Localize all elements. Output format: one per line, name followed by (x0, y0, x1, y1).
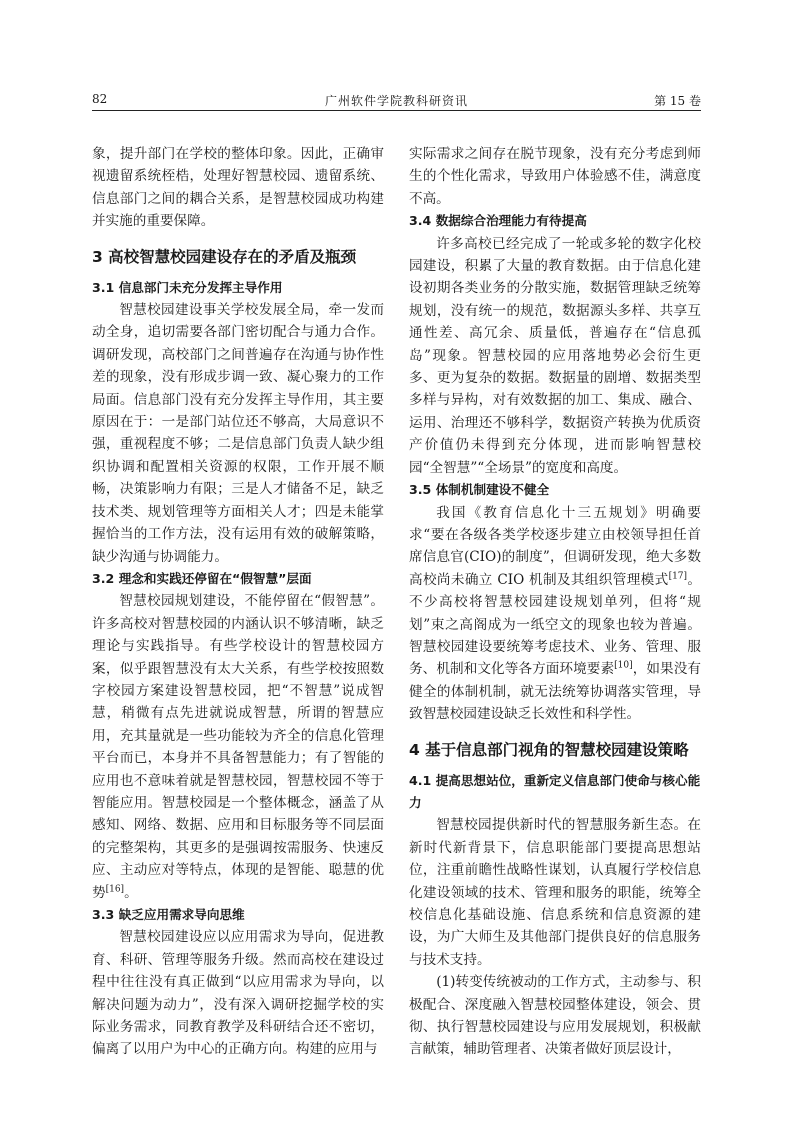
section-heading-3: 3 高校智慧校园建设存在的矛盾及瓶颈 (92, 247, 357, 266)
paragraph-4-1-item-1: (1)转变传统被动的工作方式，主动参与、积极配合、深度融入智慧校园整体建设，领会、贯彻、执行智慧校园建设与应用发展规划，积极献言献策，辅助管理者、决策者做好顶层设计， (409, 974, 701, 1058)
subsection-heading-3-3: 3.3 缺乏应用需求导向思维 (92, 907, 245, 922)
left-column (92, 143, 384, 1061)
paragraph-3-5 (409, 502, 701, 726)
subsection-heading-3-2: 3.2 理念和实践还停留在“假智慧”层面 (92, 570, 312, 586)
paragraph-continued: 象，提升部门在学校的整体印象。因此，正确审视遗留系统桎梏，处理好智慧校园、遗留系统、信息部门之间的耦合关系，是智慧校园成功构建并实施的重要保障。 (92, 146, 384, 230)
paragraph-3-3: 智慧校园建设应以应用需求为导向，促进教育、科研、管理等服务升级。然而高校在建设过程中往往没有真正做到“以应用需求为导向，以解决问题为动力”，没有深入调研挖掘学校的实际业务需求，同教育教学及科研结合还不密切，偏离了以用户为中心的正确方向。构建的应用与 (92, 929, 384, 1058)
volume-label: 第 15 卷 (654, 94, 701, 108)
subsection-heading-3-5: 3.5 体制机制建设不健全 (409, 482, 550, 498)
right-column (409, 143, 701, 1061)
paragraph-3-2 (92, 590, 384, 904)
citation-17: [17] (668, 571, 688, 582)
citation-10: [10] (614, 660, 633, 671)
paragraph-3-2-end: 。 (124, 884, 138, 901)
citation-16: [16] (105, 884, 125, 895)
journal-title: 广州软件学院教科研资讯 (324, 94, 468, 108)
paragraph-3-5-part-b: 。不少高校将智慧校园建设规划单列，但将“规划”束之高阁成为一纸空文的现象也较为普遍。智慧校园建设要统筹考虑技术、业务、管理、服务、机制和文化等各方面环境要素 (409, 571, 702, 678)
subsection-heading-3-4: 3.4 数据综合治理能力有待提高 (409, 213, 587, 229)
paragraph-3-5-part-a: 我国《教育信息化十三五规划》明确要求“要在各级各类学校逐步建立由校领导担任首席信息官(CIO)的制度”，但调研发现，绝大多数高校尚未确立 CIO 机制及其组织管理模式 (409, 504, 701, 588)
running-header (92, 88, 701, 111)
paragraph-3-1: 智慧校园建设事关学校发展全局，牵一发而动全身，追切需要各部门密切配合与通力合作。调研发现，高校部门之间普遍存在沟通与协作性差的现象，没有形成步调一致、凝心聚力的工作局面。信息部门没有充分发挥主导作用，其主要原因在于：一是部门站位还不够高，大局意识不强，重视程度不够；二是信息部门负责人缺少组织协调和配置相关资源的权限，工作开展不顺畅，决策影响力有限；三是人才储备不足，缺乏技术类、规划管理等方面相关人才；四是未能掌握恰当的工作方法，没有运用有效的破解策略，缺少沟通与协调能力。 (92, 302, 384, 565)
paragraph-3-4: 许多高校已经完成了一轮或多轮的数字化校园建设，积累了大量的教育数据。由于信息化建设初期各类业务的分散实施，数据管理缺乏统筹规划，没有统一的规范，数据源头多样、共享互通性差、高冗余、质量低，普遍存在“信息孤岛”现象。智慧校园的应用落地势必会衍生更多、更为复杂的数据。数据量的剧增、数据类型多样与异构，对有效数据的加工、集成、融合、运用、治理还不够科学，数据资产转换为优质资产价值仍未得到充分体现，进而影响智慧校园“全智慧”“全场景”的宽度和高度。 (409, 235, 701, 476)
paragraph-3-2-text: 智慧校园规划建设，不能停留在“假智慧”。许多高校对智慧校园的内涵认识不够清晰，缺乏理论与实践指导。有些学校设计的智慧校园方案，似乎跟智慧没有太大关系，有些学校按照数字校园方案建设智慧校园，把“不智慧”说成智慧，稍微有点先进就说成智慧，所谓的智慧应用，充其量就是一些功能较为齐全的信息化管理平台而已，本身并不具备智慧能力；有了智能的应用也不意味着就是智慧校园，智慧校园不等于智能应用。智慧校园是一个整体概念，涵盖了从感知、网络、数据、应用和目标服务等不同层面的完整架构，其更多的是强调按需服务、快速反应、主动应对等特点，体现的是智能、聪慧的优势 (92, 593, 384, 901)
paragraph-4-1: 智慧校园提供新时代的智慧服务新生态。在新时代新背景下，信息职能部门要提高思想站位，注重前瞻性战略性谋划，认真履行学校信息化建设领域的技术、管理和服务的职能，统筹全校信息化基础设施、信息系统和信息资源的建设，为广大师生及其他部门提供良好的信息服务与技术支持。 (409, 817, 701, 968)
paragraph-continued-right: 实际需求之间存在脱节现象，没有充分考虑到师生的个性化需求，导致用户体验感不佳，满意度不高。 (409, 146, 701, 207)
subsection-heading-4-1: 4.1 提高思想站位，重新定义信息部门使命与核心能力 (409, 772, 701, 810)
subsection-heading-3-1: 3.1 信息部门未充分发挥主导作用 (92, 279, 283, 295)
paragraph-3-5-part-c: ，如果没有健全的体制机制，就无法统筹协调落实管理，导致智慧校园建设缺乏长效性和科学性。 (409, 661, 702, 723)
section-heading-4: 4 基于信息部门视角的智慧校园建设策略 (409, 740, 689, 759)
page-number: 82 (92, 92, 108, 106)
